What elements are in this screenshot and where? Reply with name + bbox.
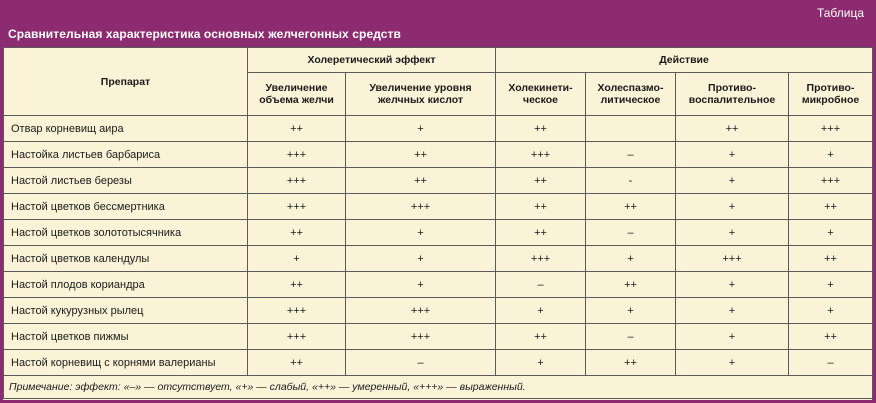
drug-name: Настой цветков золототысячника [4,220,248,246]
table-row [4,298,873,324]
table-label: Таблица [816,6,864,20]
table-row [4,220,873,246]
cell-antimicrobial: + [789,142,873,168]
cell-cholespasmolytic: – [586,220,676,246]
cell-bile-volume: ++ [248,350,346,376]
cell-cholespasmolytic: + [586,246,676,272]
drug-name: Настой цветков бессмертника [4,194,248,220]
comparison-table [3,47,873,399]
header-action: Действие [496,48,873,73]
cell-antimicrobial: + [789,220,873,246]
cell-bile-volume: +++ [248,168,346,194]
drug-name: Настой цветков пижмы [4,324,248,350]
cell-anti-inflammatory: + [676,142,789,168]
cell-anti-inflammatory: ++ [676,116,789,142]
cell-cholespasmolytic [586,116,676,142]
cell-cholespasmolytic: ++ [586,272,676,298]
header-anti-inflammatory: Противо-воспалительное [676,73,789,116]
drug-name: Настой цветков календулы [4,246,248,272]
cell-cholekinetic: +++ [496,246,586,272]
cell-bile-volume: +++ [248,298,346,324]
drug-name: Отвар корневищ аира [4,116,248,142]
table-row [4,350,873,376]
cell-anti-inflammatory: + [676,220,789,246]
cell-bile-acids: ++ [346,168,496,194]
header-bile-volume: Увеличение объема желчи [248,73,346,116]
cell-cholekinetic: – [496,272,586,298]
table-row [4,246,873,272]
table-row [4,142,873,168]
cell-cholekinetic: +++ [496,142,586,168]
drug-name: Настой корневищ с корнями валерианы [4,350,248,376]
cell-cholekinetic: ++ [496,194,586,220]
cell-cholekinetic: ++ [496,324,586,350]
cell-bile-acids: ++ [346,142,496,168]
header-cholespasmolytic: Холеспазмо-литическое [586,73,676,116]
table-note: Примечание: эффект: «–» — отсутствует, «+» — слабый, «++» — умеренный, «+++» — выраженный. [4,376,873,399]
cell-bile-acids: +++ [346,194,496,220]
cell-bile-acids: + [346,220,496,246]
cell-antimicrobial: ++ [789,246,873,272]
cell-anti-inflammatory: + [676,298,789,324]
cell-antimicrobial: ++ [789,194,873,220]
header-bile-acids: Увеличение уровня желчных кислот [346,73,496,116]
table-row [4,168,873,194]
cell-anti-inflammatory: + [676,272,789,298]
table-row [4,116,873,142]
table-caption: Сравнительная характеристика основных желчегонных средств [8,27,402,41]
cell-cholespasmolytic: ++ [586,194,676,220]
cell-bile-volume: + [248,246,346,272]
cell-bile-volume: +++ [248,142,346,168]
cell-cholespasmolytic: - [586,168,676,194]
cell-anti-inflammatory: + [676,324,789,350]
cell-bile-acids: + [346,246,496,272]
cell-bile-acids: +++ [346,324,496,350]
table-row [4,324,873,350]
header-choleretic-effect: Холеретический эффект [248,48,496,73]
header-drug: Препарат [4,48,248,116]
cell-anti-inflammatory: + [676,194,789,220]
cell-bile-volume: ++ [248,272,346,298]
cell-cholekinetic: ++ [496,168,586,194]
cell-anti-inflammatory: + [676,168,789,194]
drug-name: Настой плодов кориандра [4,272,248,298]
cell-bile-acids: + [346,116,496,142]
cell-cholekinetic: + [496,298,586,324]
cell-anti-inflammatory: +++ [676,246,789,272]
cell-cholespasmolytic: – [586,324,676,350]
cell-bile-volume: +++ [248,194,346,220]
drug-name: Настойка листьев барбариса [4,142,248,168]
cell-antimicrobial: ++ [789,324,873,350]
cell-bile-volume: ++ [248,220,346,246]
cell-bile-volume: +++ [248,324,346,350]
cell-antimicrobial: + [789,298,873,324]
drug-name: Настой листьев березы [4,168,248,194]
cell-antimicrobial: + [789,272,873,298]
table-body-area [3,47,872,400]
drug-name: Настой кукурузных рылец [4,298,248,324]
header-cholekinetic: Холекинети-ческое [496,73,586,116]
cell-bile-acids: +++ [346,298,496,324]
cell-antimicrobial: +++ [789,168,873,194]
cell-cholekinetic: ++ [496,116,586,142]
cell-cholespasmolytic: – [586,142,676,168]
cell-cholespasmolytic: ++ [586,350,676,376]
cell-cholekinetic: + [496,350,586,376]
header-antimicrobial: Противо-микробное [789,73,873,116]
cell-cholekinetic: ++ [496,220,586,246]
cell-bile-acids: + [346,272,496,298]
table-row [4,272,873,298]
cell-antimicrobial: – [789,350,873,376]
cell-cholespasmolytic: + [586,298,676,324]
table-note-row [4,376,873,399]
cell-bile-volume: ++ [248,116,346,142]
cell-bile-acids: – [346,350,496,376]
cell-anti-inflammatory: + [676,350,789,376]
table-row [4,194,873,220]
cell-antimicrobial: +++ [789,116,873,142]
